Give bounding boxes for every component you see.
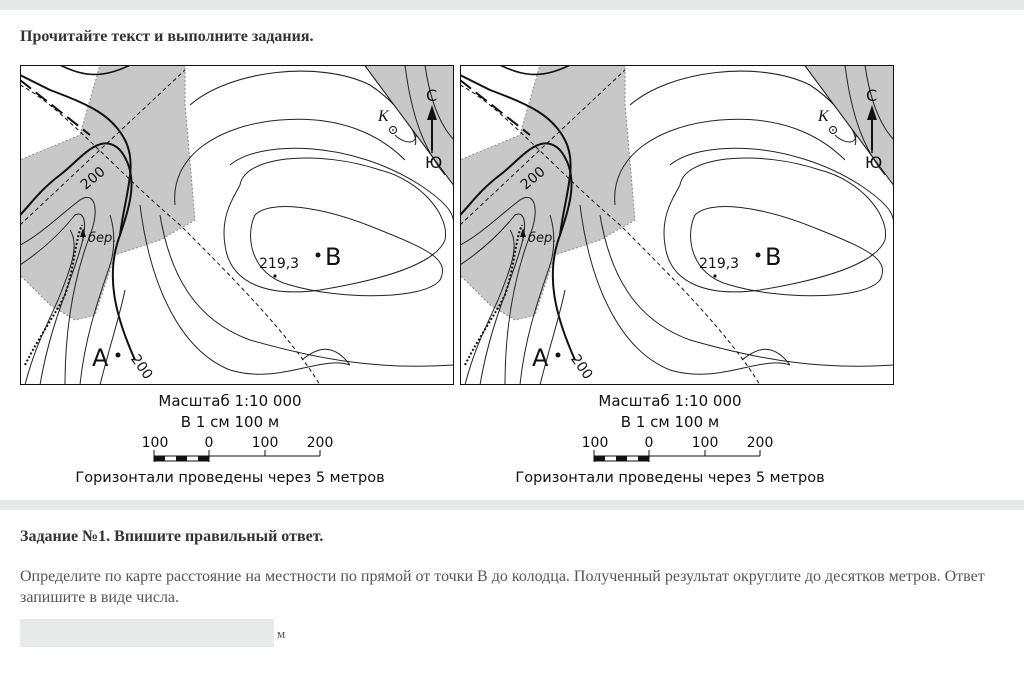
topographic-map-left bbox=[20, 65, 454, 385]
point-a-label: А bbox=[92, 344, 109, 372]
scale-subtitle: В 1 см 100 м bbox=[180, 413, 280, 431]
scale-note: Горизонтали проведены через 5 метров bbox=[515, 470, 825, 486]
height-label: 219,3 bbox=[259, 256, 300, 272]
contour-label-top: 200 bbox=[77, 163, 109, 194]
contour-label-bottom: 200 bbox=[127, 351, 156, 383]
answer-unit: м bbox=[277, 626, 286, 641]
scale-tick-100: 100 bbox=[251, 435, 279, 451]
height-label: 219,3 bbox=[699, 256, 740, 272]
scale-note: Горизонтали проведены через 5 метров bbox=[75, 470, 385, 486]
contour-label-bottom: 200 bbox=[567, 351, 596, 383]
scale-tick-100-left: 100 bbox=[581, 435, 609, 451]
topographic-map-right bbox=[460, 65, 894, 385]
north-label: С bbox=[866, 86, 878, 105]
scale-legend-right bbox=[460, 388, 894, 494]
well-label: К bbox=[378, 108, 389, 125]
south-label: Ю bbox=[865, 153, 883, 172]
contour-label-top: 200 bbox=[517, 163, 549, 194]
scale-title: Масштаб 1:10 000 bbox=[598, 392, 742, 410]
scale-subtitle: В 1 см 100 м bbox=[620, 413, 720, 431]
task-question: Определите по карте расстояние на местности по прямой от точки В до колодца. Полученный результат округлите до десятков метров. Ответ запишите в виде числа. bbox=[20, 568, 985, 606]
point-a-label: А bbox=[532, 344, 549, 372]
scale-tick-0: 0 bbox=[204, 435, 214, 451]
instructions-heading: Прочитайте текст и выполните задания. bbox=[20, 28, 314, 45]
scale-bar bbox=[594, 450, 760, 462]
section-divider bbox=[0, 500, 1024, 510]
scale-tick-100-left: 100 bbox=[141, 435, 169, 451]
point-b-label: В bbox=[765, 243, 782, 271]
top-divider bbox=[0, 0, 1024, 10]
point-b-label: В bbox=[325, 243, 342, 271]
scale-title: Масштаб 1:10 000 bbox=[158, 392, 302, 410]
rock-label: бер. bbox=[528, 231, 557, 246]
rock-label: бер. bbox=[88, 231, 117, 246]
scale-tick-200: 200 bbox=[746, 435, 774, 451]
south-label: Ю bbox=[425, 153, 443, 172]
task-title: Задание №1. Впишите правильный ответ. bbox=[20, 528, 324, 545]
answer-input[interactable] bbox=[20, 619, 274, 647]
scale-bar bbox=[154, 450, 320, 462]
scale-tick-0: 0 bbox=[644, 435, 654, 451]
north-label: С bbox=[426, 86, 438, 105]
scale-tick-100: 100 bbox=[691, 435, 719, 451]
well-label: К bbox=[818, 108, 829, 125]
scale-legend-left bbox=[20, 388, 454, 494]
scale-tick-200: 200 bbox=[306, 435, 334, 451]
